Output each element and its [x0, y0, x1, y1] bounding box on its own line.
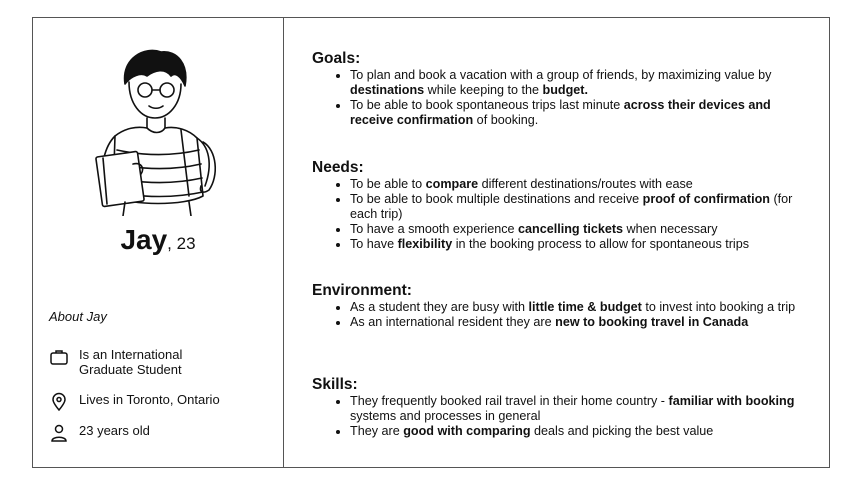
section-title: Goals: — [312, 50, 361, 67]
list-item — [350, 424, 812, 439]
info-age — [49, 423, 150, 443]
bold-text: flexibility — [397, 237, 453, 251]
info-text: Lives in Toronto, Ontario — [79, 392, 220, 407]
bold-text: destinations — [350, 83, 425, 97]
skills-section — [312, 376, 812, 439]
bold-text: proof of confirmation — [642, 192, 770, 206]
location-pin-icon — [49, 392, 69, 412]
needs-list — [312, 177, 812, 252]
info-occupation — [49, 347, 219, 377]
environment-list — [312, 300, 812, 330]
list-item — [350, 394, 812, 424]
text: They are — [350, 424, 404, 438]
text: deals and picking the best value — [530, 424, 714, 438]
info-location — [49, 392, 220, 412]
text: different destinations/routes with ease — [478, 177, 693, 191]
bold-text: good with comparing — [403, 424, 531, 438]
text: while keeping to the — [424, 83, 543, 97]
text: As an international resident they are — [350, 315, 556, 329]
persona-profile-panel — [33, 18, 283, 467]
text: To be able to — [350, 177, 426, 191]
needs-section — [312, 159, 812, 252]
text: systems and processes in general — [350, 409, 541, 423]
list-item — [350, 315, 812, 330]
section-title: Environment: — [312, 282, 412, 299]
bold-text: new to booking travel in Canada — [555, 315, 749, 329]
text: To be able to book multiple destinations and receive — [350, 192, 643, 206]
bold-text: compare — [425, 177, 479, 191]
bold-text: across their devices and receive confirmation — [350, 98, 771, 127]
info-text: 23 years old — [79, 423, 150, 438]
text: when necessary — [623, 222, 718, 236]
persona-illustration — [85, 46, 225, 216]
list-item — [350, 98, 812, 128]
persona-name: Jay — [120, 224, 168, 255]
text: As a student they are busy with — [350, 300, 529, 314]
about-label: About Jay — [49, 309, 107, 324]
text: to invest into booking a trip — [641, 300, 796, 314]
bold-text: budget. — [542, 83, 588, 97]
text: To have a smooth experience — [350, 222, 519, 236]
persona-name-heading — [33, 224, 283, 256]
list-item — [350, 237, 812, 252]
text: To plan and book a vacation with a group of friends, by maximizing value by — [350, 68, 772, 82]
section-title: Needs: — [312, 159, 364, 176]
goals-section — [312, 50, 812, 128]
skills-list — [312, 394, 812, 439]
briefcase-icon — [49, 347, 69, 367]
person-icon — [49, 423, 69, 443]
list-item — [350, 177, 812, 192]
text: (for each trip) — [350, 192, 793, 221]
list-item — [350, 192, 812, 222]
list-item — [350, 68, 812, 98]
goals-list — [312, 68, 812, 128]
bold-text: little time & budget — [528, 300, 642, 314]
panel-divider — [283, 18, 284, 467]
text: To be able to book spontaneous trips last minute — [350, 98, 624, 112]
persona-card — [32, 17, 830, 468]
text: of booking. — [473, 113, 539, 127]
info-text: Is an International Graduate Student — [79, 347, 183, 377]
text: To have — [350, 237, 398, 251]
text: They frequently booked rail travel in their home country - — [350, 394, 669, 408]
list-item — [350, 222, 812, 237]
text: in the booking process to allow for spontaneous trips — [452, 237, 750, 251]
bold-text: cancelling tickets — [518, 222, 624, 236]
environment-section — [312, 282, 812, 330]
bold-text: familiar with booking — [668, 394, 795, 408]
list-item — [350, 300, 812, 315]
section-title: Skills: — [312, 376, 358, 393]
persona-age: , 23 — [167, 234, 196, 253]
